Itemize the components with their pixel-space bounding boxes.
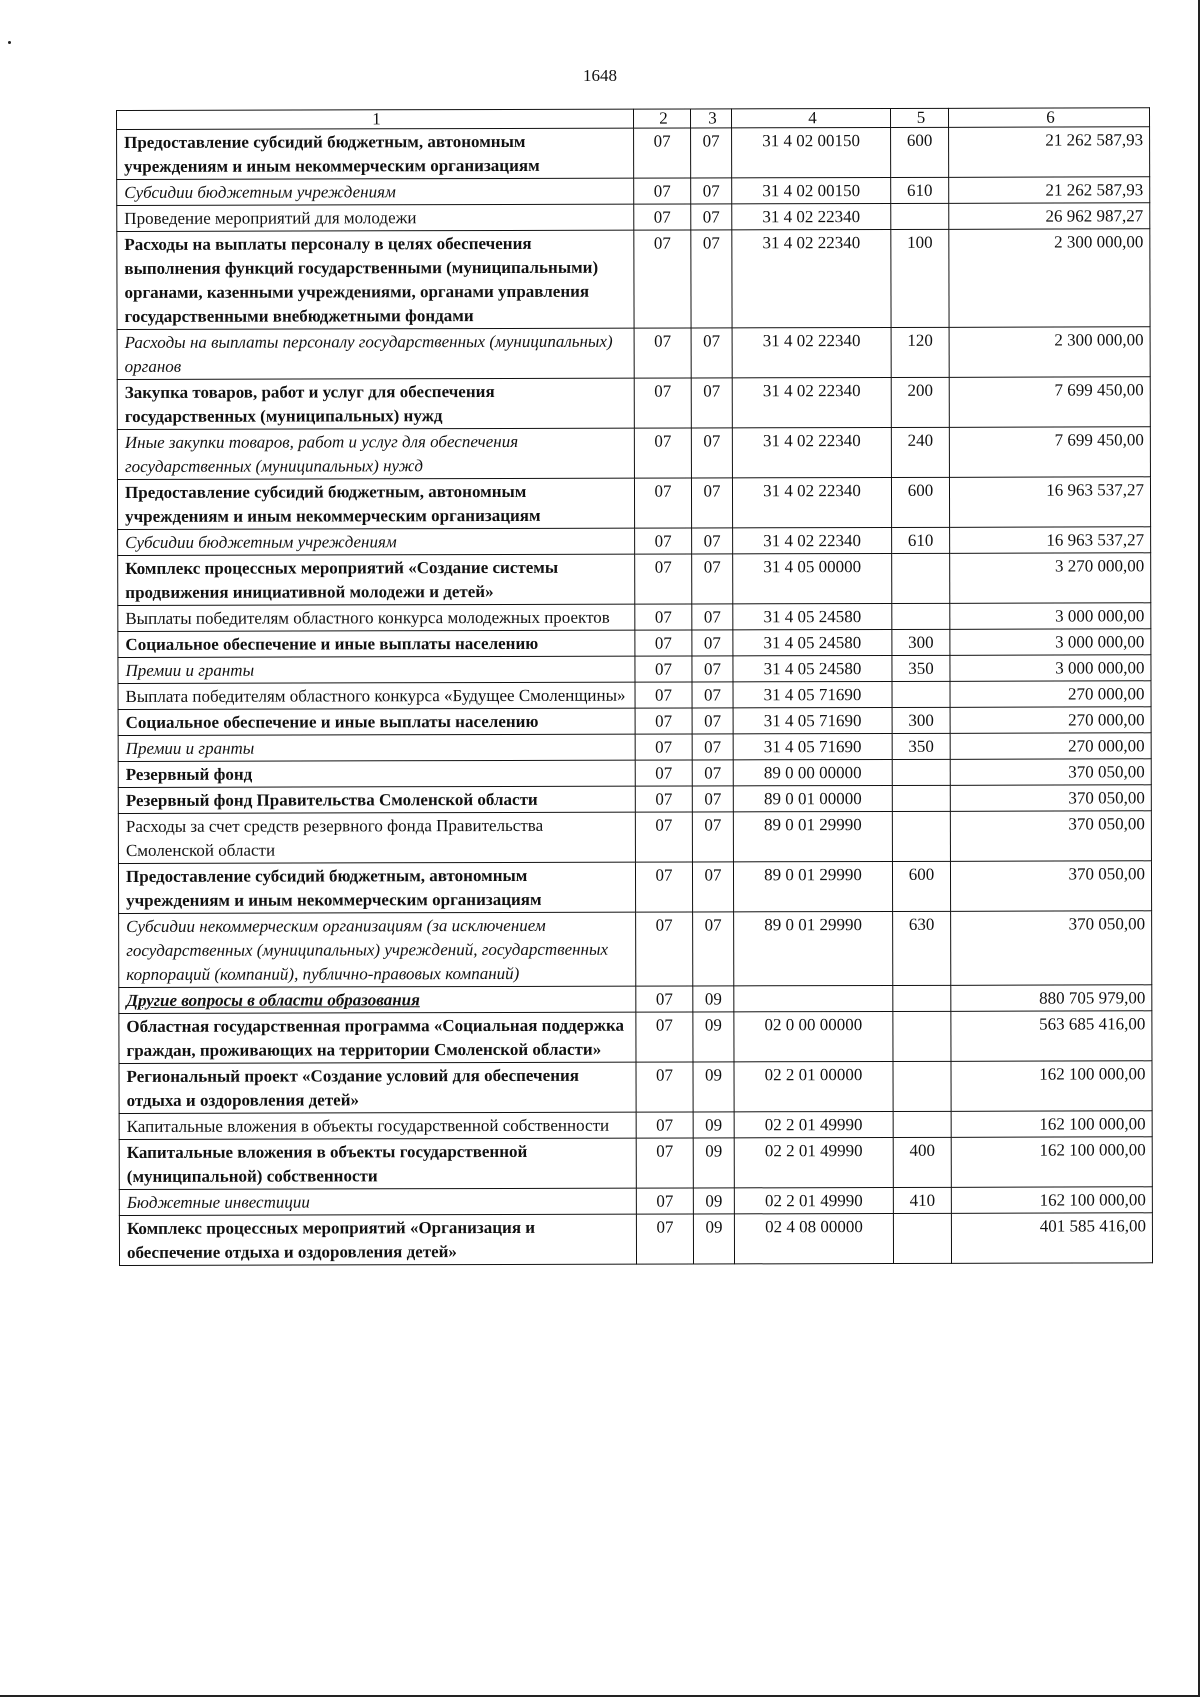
amount-cell: 2 300 000,00 xyxy=(949,229,1150,328)
subsection-code-cell: 07 xyxy=(692,604,733,630)
subsection-code-cell: 07 xyxy=(691,204,732,230)
expense-type-cell xyxy=(893,1061,951,1111)
subsection-code-cell: 09 xyxy=(693,1138,734,1188)
expense-type-cell: 240 xyxy=(891,427,949,477)
target-article-cell: 89 0 01 29990 xyxy=(733,861,892,911)
table-row xyxy=(118,655,1151,684)
target-article-cell: 02 2 01 49990 xyxy=(734,1111,893,1137)
table-wrapper xyxy=(116,107,1152,1266)
scan-speck xyxy=(8,41,11,44)
row-name-cell: Субсидии бюджетным учреждениям xyxy=(117,178,634,205)
row-name-cell: Областная государственная программа «Социальная поддержка граждан, проживающих на территории Смоленской области» xyxy=(119,1012,636,1063)
section-code-cell: 07 xyxy=(634,378,691,428)
table-row xyxy=(118,811,1151,864)
target-article-cell: 31 4 05 24580 xyxy=(733,603,892,629)
amount-cell: 3 000 000,00 xyxy=(950,603,1151,630)
row-name-cell: Иные закупки товаров, работ и услуг для обеспечения государственных (муниципальных) нужд xyxy=(117,428,634,479)
row-name-cell: Выплаты победителям областного конкурса молодежных проектов xyxy=(118,604,635,631)
section-code-cell: 07 xyxy=(636,912,693,986)
section-code-cell: 07 xyxy=(634,478,691,528)
table-row xyxy=(118,707,1151,736)
subsection-code-cell: 09 xyxy=(693,1112,734,1138)
expense-type-cell: 350 xyxy=(892,733,950,759)
table-row xyxy=(118,629,1151,658)
expense-type-cell xyxy=(893,1111,951,1137)
expense-type-cell xyxy=(893,985,951,1011)
row-name-cell: Капитальные вложения в объекты государственной собственности xyxy=(119,1112,636,1139)
target-article-cell: 31 4 05 24580 xyxy=(733,629,892,655)
table-row xyxy=(117,203,1150,232)
table-row xyxy=(118,553,1151,606)
amount-cell: 16 963 537,27 xyxy=(950,527,1151,554)
row-name-cell: Премии и гранты xyxy=(118,734,635,761)
column-header: 5 xyxy=(890,108,948,127)
expense-type-cell: 630 xyxy=(893,911,951,985)
table-row xyxy=(119,985,1152,1014)
row-name-cell: Выплата победителям областного конкурса «Будущее Смоленщины» xyxy=(118,682,635,709)
table-row xyxy=(119,1213,1152,1266)
target-article-cell: 89 0 01 00000 xyxy=(733,785,892,811)
target-article-cell: 89 0 01 29990 xyxy=(734,911,893,985)
subsection-code-cell: 07 xyxy=(691,478,732,528)
expense-type-cell: 600 xyxy=(892,861,950,911)
row-name-cell: Другие вопросы в области образования xyxy=(119,986,636,1013)
row-name-cell: Социальное обеспечение и иные выплаты населению xyxy=(118,630,635,657)
amount-cell: 21 262 587,93 xyxy=(949,127,1150,178)
section-code-cell: 07 xyxy=(635,708,692,734)
subsection-code-cell: 07 xyxy=(692,708,733,734)
section-code-cell: 07 xyxy=(634,328,691,378)
section-code-cell: 07 xyxy=(635,734,692,760)
row-name-cell: Региональный проект «Создание условий для обеспечения отдыха и оздоровления детей» xyxy=(119,1062,636,1113)
subsection-code-cell: 07 xyxy=(692,656,733,682)
subsection-code-cell: 09 xyxy=(693,986,734,1012)
table-row xyxy=(117,327,1150,380)
section-code-cell: 07 xyxy=(636,1112,693,1138)
row-name-cell: Проведение мероприятий для молодежи xyxy=(117,204,634,231)
section-code-cell: 07 xyxy=(634,128,691,178)
subsection-code-cell: 07 xyxy=(692,734,733,760)
target-article-cell: 31 4 02 22340 xyxy=(732,327,891,377)
target-article-cell: 31 4 02 22340 xyxy=(732,229,891,327)
amount-cell: 162 100 000,00 xyxy=(951,1187,1152,1214)
amount-cell: 401 585 416,00 xyxy=(951,1213,1152,1264)
row-name-cell: Комплекс процессных мероприятий «Организация и обеспечение отдыха и оздоровления детей» xyxy=(119,1214,636,1265)
section-code-cell: 07 xyxy=(636,1138,693,1188)
expense-type-cell: 100 xyxy=(891,229,949,327)
row-name-cell: Предоставление субсидий бюджетным, автономным учреждениям и иным некоммерческим организациям xyxy=(118,862,635,913)
target-article-cell: 31 4 05 71690 xyxy=(733,681,892,707)
expense-type-cell: 300 xyxy=(892,629,950,655)
amount-cell: 370 050,00 xyxy=(950,759,1151,786)
expense-type-cell: 300 xyxy=(892,707,950,733)
subsection-code-cell: 07 xyxy=(691,428,732,478)
target-article-cell: 31 4 02 22340 xyxy=(732,427,891,477)
section-code-cell: 07 xyxy=(635,604,692,630)
expense-type-cell xyxy=(892,603,950,629)
amount-cell: 370 050,00 xyxy=(950,785,1151,812)
amount-cell: 563 685 416,00 xyxy=(951,1011,1152,1062)
subsection-code-cell: 07 xyxy=(692,812,733,862)
column-header: 2 xyxy=(633,109,690,128)
amount-cell: 270 000,00 xyxy=(950,733,1151,760)
section-code-cell: 07 xyxy=(634,204,691,230)
row-name-cell: Расходы на выплаты персоналу государственных (муниципальных) органов xyxy=(117,328,634,379)
table-row xyxy=(119,1137,1152,1190)
table-row xyxy=(117,177,1150,206)
expense-type-cell: 610 xyxy=(892,527,950,553)
target-article-cell xyxy=(734,985,893,1011)
subsection-code-cell: 09 xyxy=(693,1012,734,1062)
expense-type-cell: 200 xyxy=(891,377,949,427)
section-code-cell: 07 xyxy=(635,760,692,786)
expense-type-cell: 600 xyxy=(891,127,949,177)
column-header: 1 xyxy=(117,109,634,129)
target-article-cell: 31 4 02 22340 xyxy=(732,203,891,229)
column-header: 6 xyxy=(948,108,1149,128)
subsection-code-cell: 07 xyxy=(692,630,733,656)
row-name-cell: Предоставление субсидий бюджетным, автономным учреждениям и иным некоммерческим организациям xyxy=(117,478,634,529)
subsection-code-cell: 07 xyxy=(693,912,734,986)
table-row xyxy=(119,1061,1152,1114)
section-code-cell: 07 xyxy=(636,986,693,1012)
amount-cell: 3 000 000,00 xyxy=(950,655,1151,682)
expense-type-cell: 610 xyxy=(891,177,949,203)
expense-type-cell xyxy=(893,1213,951,1263)
amount-cell: 270 000,00 xyxy=(950,707,1151,734)
amount-cell: 3 000 000,00 xyxy=(950,629,1151,656)
amount-cell: 16 963 537,27 xyxy=(949,477,1150,528)
table-row xyxy=(119,1187,1152,1216)
section-code-cell: 07 xyxy=(636,1214,693,1264)
subsection-code-cell: 07 xyxy=(692,786,733,812)
table-row xyxy=(118,527,1151,556)
table-row xyxy=(119,1111,1152,1140)
budget-table xyxy=(116,107,1153,1266)
target-article-cell: 02 2 01 49990 xyxy=(734,1187,893,1213)
subsection-code-cell: 07 xyxy=(691,128,732,178)
target-article-cell: 89 0 01 29990 xyxy=(733,811,892,861)
row-name-cell: Субсидии некоммерческим организациям (за исключением государственных (муниципальных) учреждений, государственных корпораций (компаний), публично-правовых компаний) xyxy=(119,912,636,987)
table-row xyxy=(117,229,1150,330)
page-number: 1648 xyxy=(583,66,617,85)
table-row xyxy=(118,733,1151,762)
section-code-cell: 07 xyxy=(634,428,691,478)
expense-type-cell: 400 xyxy=(893,1137,951,1187)
target-article-cell: 31 4 02 00150 xyxy=(732,127,891,177)
row-name-cell: Резервный фонд xyxy=(118,760,635,787)
amount-cell: 2 300 000,00 xyxy=(949,327,1150,378)
target-article-cell: 31 4 02 22340 xyxy=(732,477,891,527)
row-name-cell: Предоставление субсидий бюджетным, автономным учреждениям и иным некоммерческим организациям xyxy=(117,128,634,179)
subsection-code-cell: 07 xyxy=(691,230,732,328)
column-header: 3 xyxy=(690,109,731,128)
target-article-cell: 02 4 08 00000 xyxy=(734,1213,893,1263)
row-name-cell: Бюджетные инвестиции xyxy=(119,1188,636,1215)
subsection-code-cell: 07 xyxy=(691,328,732,378)
section-code-cell: 07 xyxy=(635,682,692,708)
row-name-cell: Закупка товаров, работ и услуг для обеспечения государственных (муниципальных) нужд xyxy=(117,378,634,429)
amount-cell: 3 270 000,00 xyxy=(950,553,1151,604)
expense-type-cell xyxy=(892,785,950,811)
expense-type-cell xyxy=(892,759,950,785)
subsection-code-cell: 09 xyxy=(693,1214,734,1264)
table-row xyxy=(118,681,1151,710)
subsection-code-cell: 07 xyxy=(692,528,733,554)
row-name-cell: Комплекс процессных мероприятий «Создание системы продвижения инициативной молодежи и детей» xyxy=(118,554,635,605)
subsection-code-cell: 07 xyxy=(692,554,733,604)
amount-cell: 162 100 000,00 xyxy=(951,1061,1152,1112)
amount-cell: 880 705 979,00 xyxy=(951,985,1152,1012)
row-name-cell: Расходы за счет средств резервного фонда Правительства Смоленской области xyxy=(118,812,635,863)
row-name-cell: Премии и гранты xyxy=(118,656,635,683)
table-row xyxy=(119,1011,1152,1064)
expense-type-cell: 410 xyxy=(893,1187,951,1213)
table-row xyxy=(117,127,1150,180)
target-article-cell: 31 4 05 24580 xyxy=(733,655,892,681)
section-code-cell: 07 xyxy=(635,786,692,812)
section-code-cell: 07 xyxy=(635,812,692,862)
row-name-cell: Расходы на выплаты персоналу в целях обеспечения выполнения функций государственными (муниципальными) органами, казенными учреждениями, органами управления государственными внебюджетными фондами xyxy=(117,230,634,329)
expense-type-cell: 600 xyxy=(891,477,949,527)
section-code-cell: 07 xyxy=(635,630,692,656)
section-code-cell: 07 xyxy=(635,554,692,604)
amount-cell: 370 050,00 xyxy=(950,861,1151,912)
section-code-cell: 07 xyxy=(635,862,692,912)
table-row xyxy=(117,477,1150,530)
amount-cell: 270 000,00 xyxy=(950,681,1151,708)
section-code-cell: 07 xyxy=(635,656,692,682)
target-article-cell: 31 4 05 71690 xyxy=(733,707,892,733)
subsection-code-cell: 07 xyxy=(691,378,732,428)
expense-type-cell: 350 xyxy=(892,655,950,681)
expense-type-cell xyxy=(892,553,950,603)
amount-cell: 7 699 450,00 xyxy=(949,427,1150,478)
amount-cell: 370 050,00 xyxy=(950,811,1151,862)
expense-type-cell xyxy=(892,811,950,861)
table-row xyxy=(119,911,1152,988)
table-row xyxy=(118,603,1151,632)
section-code-cell: 07 xyxy=(634,178,691,204)
section-code-cell: 07 xyxy=(634,230,691,328)
section-code-cell: 07 xyxy=(636,1188,693,1214)
expense-type-cell xyxy=(893,1011,951,1061)
target-article-cell: 31 4 05 71690 xyxy=(733,733,892,759)
table-body xyxy=(117,127,1153,1266)
subsection-code-cell: 07 xyxy=(692,862,733,912)
column-header: 4 xyxy=(731,108,890,127)
target-article-cell: 31 4 05 00000 xyxy=(733,553,892,603)
section-code-cell: 07 xyxy=(636,1012,693,1062)
table-row xyxy=(117,427,1150,480)
amount-cell: 26 962 987,27 xyxy=(949,203,1150,230)
row-name-cell: Резервный фонд Правительства Смоленской области xyxy=(118,786,635,813)
amount-cell: 162 100 000,00 xyxy=(951,1111,1152,1138)
subsection-code-cell: 07 xyxy=(692,760,733,786)
section-code-cell: 07 xyxy=(636,1062,693,1112)
expense-type-cell xyxy=(892,681,950,707)
amount-cell: 162 100 000,00 xyxy=(951,1137,1152,1188)
row-name-cell: Капитальные вложения в объекты государственной (муниципальной) собственности xyxy=(119,1138,636,1189)
subsection-code-cell: 07 xyxy=(692,682,733,708)
section-code-cell: 07 xyxy=(635,528,692,554)
table-row xyxy=(118,785,1151,814)
subsection-code-cell: 07 xyxy=(691,178,732,204)
amount-cell: 21 262 587,93 xyxy=(949,177,1150,204)
target-article-cell: 02 2 01 00000 xyxy=(734,1061,893,1111)
subsection-code-cell: 09 xyxy=(693,1062,734,1112)
expense-type-cell: 120 xyxy=(891,327,949,377)
target-article-cell: 31 4 02 22340 xyxy=(733,527,892,553)
table-row xyxy=(118,861,1151,914)
target-article-cell: 02 2 01 49990 xyxy=(734,1137,893,1187)
subsection-code-cell: 09 xyxy=(693,1188,734,1214)
row-name-cell: Субсидии бюджетным учреждениям xyxy=(118,528,635,555)
table-row xyxy=(117,377,1150,430)
amount-cell: 7 699 450,00 xyxy=(949,377,1150,428)
target-article-cell: 31 4 02 00150 xyxy=(732,177,891,203)
row-name-cell: Социальное обеспечение и иные выплаты населению xyxy=(118,708,635,735)
target-article-cell: 89 0 00 00000 xyxy=(733,759,892,785)
target-article-cell: 02 0 00 00000 xyxy=(734,1011,893,1061)
expense-type-cell xyxy=(891,203,949,229)
amount-cell: 370 050,00 xyxy=(951,911,1152,986)
table-row xyxy=(118,759,1151,788)
target-article-cell: 31 4 02 22340 xyxy=(732,377,891,427)
